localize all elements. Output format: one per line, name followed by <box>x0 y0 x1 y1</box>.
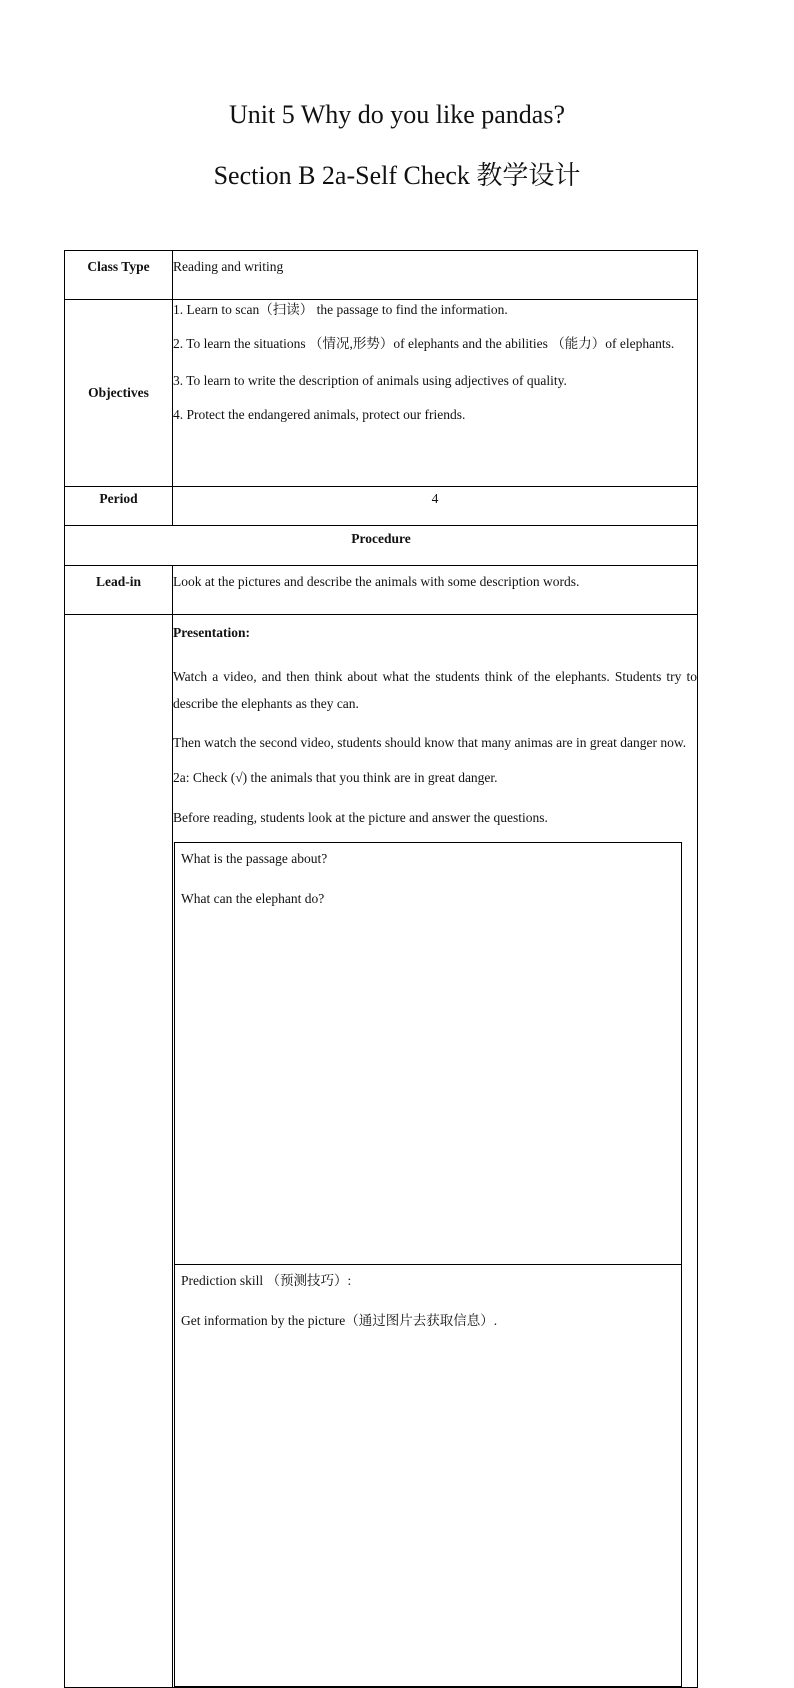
lesson-plan-table <box>64 250 698 1688</box>
objectives-label: Objectives <box>65 300 173 487</box>
objectives-row <box>65 300 698 487</box>
period-value: 4 <box>173 487 698 526</box>
lead-in-label: Lead-in <box>65 566 173 615</box>
prediction-skill-box <box>175 1265 682 1687</box>
class-type-row <box>65 251 698 300</box>
questions-box <box>175 843 682 1265</box>
question-item: What can the elephant do? <box>181 891 325 906</box>
presentation-paragraph: Then watch the second video, students should know that many animas are in great danger now. <box>173 735 687 750</box>
period-label: Period <box>65 487 173 526</box>
presentation-content <box>173 615 698 1688</box>
question-item: What is the passage about? <box>181 851 328 866</box>
document-subtitle: Section B 2a-Self Check 教学设计 <box>213 161 581 190</box>
objective-item: 1. Learn to scan（扫读） the passage to find the information. <box>173 302 508 317</box>
objectives-content <box>173 300 698 487</box>
lead-in-row <box>65 566 698 615</box>
objective-item: 4. Protect the endangered animals, protect our friends. <box>173 407 466 422</box>
prediction-skill-title: Prediction skill （预测技巧）: <box>181 1273 352 1288</box>
presentation-row <box>65 615 698 1688</box>
presentation-paragraph: Watch a video, and then think about what the students think of the elephants. Students try to describe the elephants as they can. <box>173 669 697 711</box>
objective-item: 2. To learn the situations （情况,形势）of elephants and the abilities （能力）of elephants. <box>173 336 675 351</box>
presentation-heading: Presentation: <box>173 625 250 640</box>
procedure-row <box>65 526 698 566</box>
presentation-paragraph: Before reading, students look at the picture and answer the questions. <box>173 810 548 825</box>
period-row <box>65 487 698 526</box>
prediction-box-table <box>174 842 682 1687</box>
class-type-value: Reading and writing <box>173 251 698 300</box>
presentation-paragraph: 2a: Check (√) the animals that you think are in great danger. <box>173 770 498 785</box>
presentation-label-cell <box>65 615 173 1688</box>
prediction-skill-text: Get information by the picture（通过图片去获取信息）. <box>181 1313 498 1328</box>
procedure-heading: Procedure <box>65 526 698 566</box>
lead-in-value: Look at the pictures and describe the animals with some description words. <box>173 566 698 615</box>
class-type-label: Class Type <box>65 251 173 300</box>
document-title: Unit 5 Why do you like pandas? <box>228 100 566 129</box>
objective-item: 3. To learn to write the description of animals using adjectives of quality. <box>173 373 567 388</box>
